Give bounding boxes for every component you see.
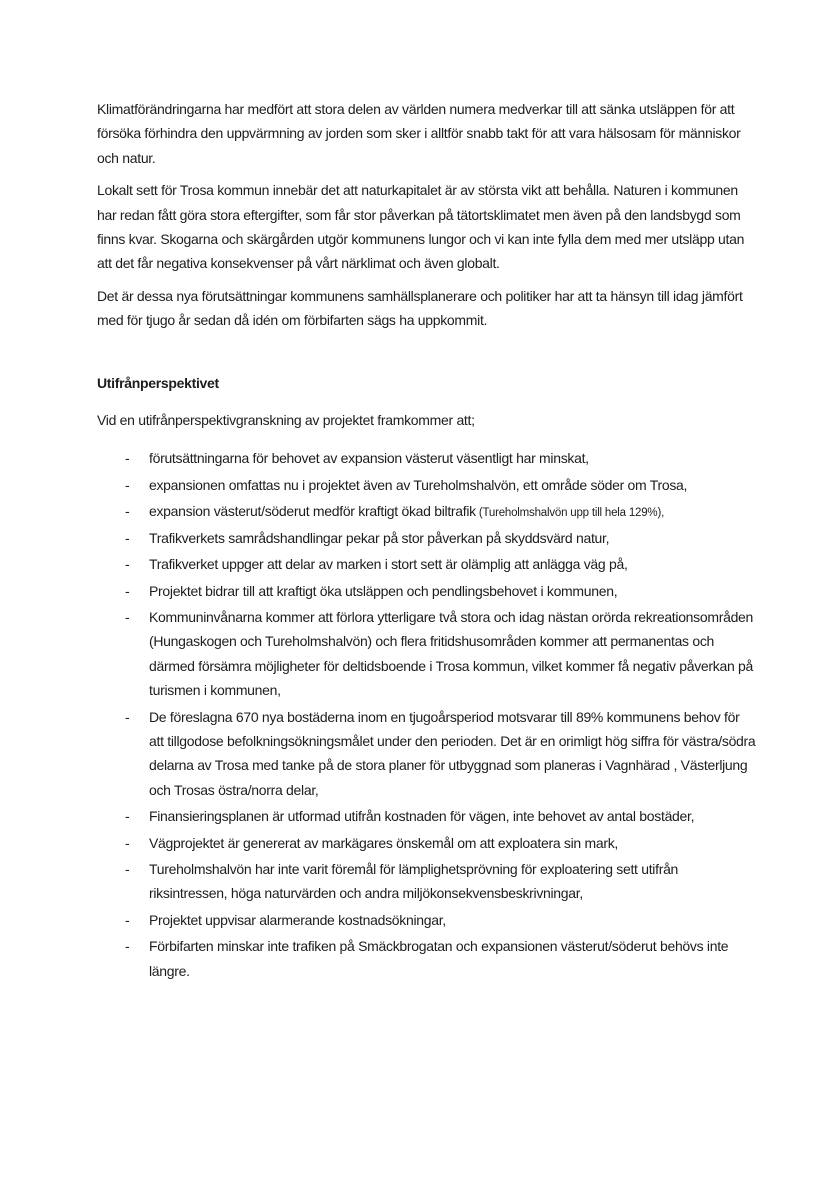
list-dash-marker: - [125,911,130,928]
section-heading: Utifrånperspektivet [97,374,219,391]
list-item [97,804,757,830]
list-item-text: Tureholmshalvön har inte varit föremål för lämplighetsprövning för exploatering sett utifrån riksintressen, höga naturvärden och andra miljökonsekvensbeskrivningar, [149,860,679,902]
list-item [97,473,757,499]
list-item-body [149,473,757,499]
list-dash-marker: - [125,708,130,725]
list-item [97,934,757,985]
list-item-text: Finansieringsplanen är utformad utifrån kostnaden för vägen, inte behovet av antal bostäder, [149,808,695,825]
list-item [97,705,757,805]
list-item [97,831,757,857]
list-item [97,552,757,578]
list-item [97,526,757,552]
list-item [97,857,757,908]
list-item [97,908,757,934]
list-item-body [149,446,757,472]
list-item-body [149,526,757,552]
list-item [97,446,757,472]
list-dash-marker: - [125,834,130,851]
list-item [97,605,757,705]
list-item-text: Projektet bidrar till att kraftigt öka utsläppen och pendlingsbehovet i kommunen, [149,582,618,599]
list-item-text: expansion västerut/söderut medför kraftigt ökad biltrafik [149,503,476,520]
paragraph-climate: Klimatförändringarna har medfört att stora delen av världen numera medverkar till att sänka utsläppen för att försöka förhindra den uppvärmning av jorden som sker i alltför snabb takt för att vara hälsosam för människor och natur. [97,101,741,166]
intro-line: Vid en utifrånperspektivgranskning av projektet framkommer att; [97,412,475,429]
list-item-text: Förbifarten minskar inte trafiken på Smäckbrogatan och expansionen västerut/söderut behövs inte längre. [149,938,729,979]
list-item-body [149,499,757,525]
list-item-text: De föreslagna 670 nya bostäderna inom en tjugoårsperiod motsvarar till 89% kommunens behov för att tillgodose befolkningsökningsmålet under den perioden. Det är en orimligt hög siffra för västra/södra delarna av Trosa med tanke på de stora planer för utbyggnad som planeras i Vagnhärad , Västerljung och Trosas östra/norra delar, [149,708,756,798]
list-dash-marker: - [125,808,130,825]
list-item-text: Trafikverket uppger att delar av marken i stort sett är olämplig att anlägga väg på, [149,556,628,573]
paragraph-local-trosa: Lokalt sett för Trosa kommun innebär det att naturkapitalet är av största vikt att behålla. Naturen i kommunen har redan fått göra stora eftergifter, som får stor påverkan på tätortsklimatet men även på den landsbygd som finns kvar. Skogarna och skärgården utgör kommunens lungor och vi kan inte fylla dem med mer utsläpp utan att det får negativa konsekvenser på vårt närklimat och även globalt. [97,182,745,272]
paragraph-new-conditions: Det är dessa nya förutsättningar kommunens samhällsplanerare och politiker har att ta hänsyn till idag jämfört med för tjugo år sedan då idén om förbifarten sägs ha uppkommit. [97,287,743,329]
list-item-body [149,804,757,830]
list-item-body [149,605,757,705]
list-dash-marker: - [125,938,130,955]
list-item-text: Kommuninvånarna kommer att förlora ytterligare två stora och idag nästan orörda rekreationsområden (Hungaskogen och Tureholmshalvön) och flera fritidshusområden kommer att permanentas och därmed försämra möjligheter för deltidsboende i Trosa kommun, vilket kommer få negativ påverkan på turismen i kommunen, [149,608,754,699]
list-dash-marker: - [125,556,130,573]
list-item [97,579,757,605]
list-item-text: expansionen omfattas nu i projektet även av Tureholmshalvön, ett område söder om Trosa, [149,476,688,493]
list-dash-marker: - [125,450,130,467]
list-item-text: Trafikverkets samrådshandlingar pekar på stor påverkan på skyddsvärd natur, [149,529,610,546]
list-dash-marker: - [125,860,130,877]
list-item-body [149,857,757,908]
list-item [97,499,757,525]
list-item-body [149,552,757,578]
list-item-body [149,705,757,805]
list-dash-marker: - [125,529,130,546]
list-dash-marker: - [125,476,130,493]
list-item-body [149,934,757,985]
list-dash-marker: - [125,582,130,599]
list-item-text: Vägprojektet är genererat av markägares önskemål om att exploatera sin mark, [149,834,618,851]
list-dash-marker: - [125,608,130,625]
list-item-note: (Tureholmshalvön upp till hela 129%), [478,507,665,520]
bullet-list [97,446,757,985]
list-item-body [149,908,757,934]
list-item-body [149,831,757,857]
list-item-text: Projektet uppvisar alarmerande kostnadsökningar, [149,911,446,928]
list-item-body [149,579,757,605]
list-item-text: förutsättningarna för behovet av expansion västerut väsentligt har minskat, [149,450,589,467]
list-dash-marker: - [125,503,130,520]
